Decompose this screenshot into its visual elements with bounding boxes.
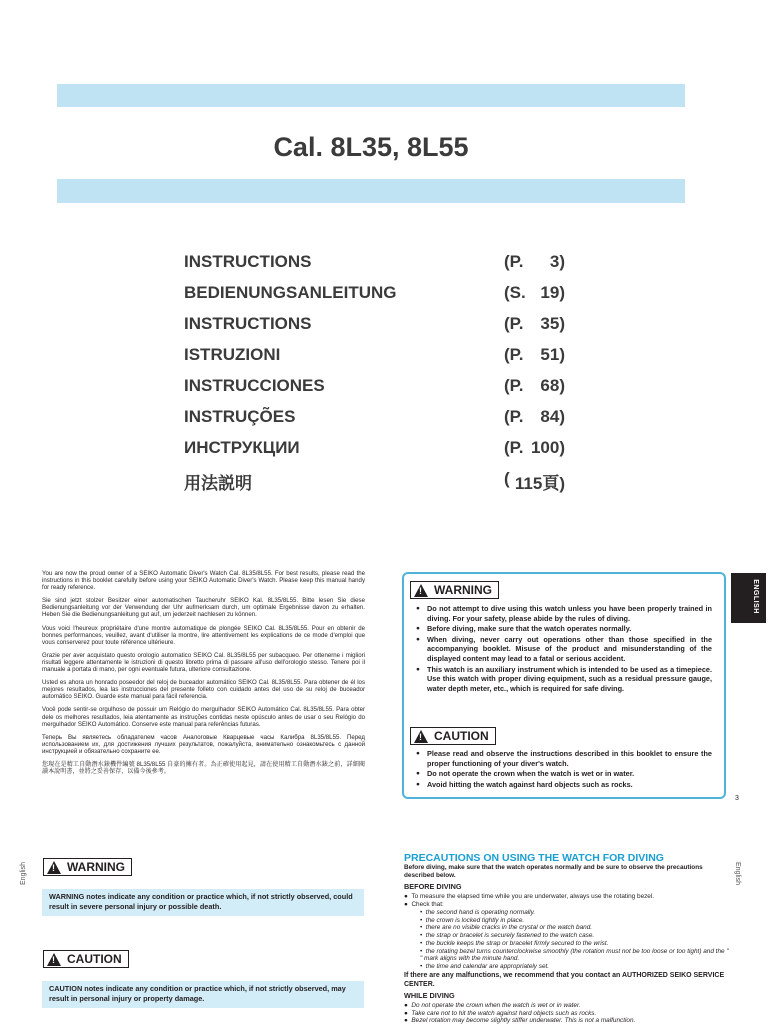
before-item-text: To measure the elapsed time while you are underwater, always use the rotating bezel. [411,893,655,900]
toc-item-prefix: (P. [504,376,524,395]
intro-paragraph-fr: Vous voici l'heureux propriétaire d'une montre automatique de plongée SEIKO Cal. 8L35/8L55. Pour en obtenir de bonnes performances, veuillez, avant d'utiliser la montre, lire attentivement les explications de ce mode d'emploi que vous conserverez pour toute référence ultérieure. [42,624,365,646]
cover-band-bottom [57,179,685,203]
toc-item-label: ИНСТРУКЦИИ [184,438,300,457]
intro-paragraph-pt: Você pode sentir-se orgulhoso de possuir um Relógio do mergulhador SEIKO Automático Cal. 8L35/8L55. Para obter dele os melhores resultados, leia atentamente as instruções contidas neste opúsculo antes de usar o seu Relógio do mergulhador SEIKO Automático. Conserve este manual para referências futuras. [42,706,365,728]
list-item: ● Do not operate the crown when the watch is wet or in water. [416,769,712,779]
list-item: • the rotating bezel turns counterclockwise smoothly (the rotation must not be too loose or too tight) and the " " mark aligns with the minute hand. [420,947,729,963]
toc-item-page: 100) [530,438,565,457]
toc-item[interactable] [184,376,569,407]
list-item: • there are no visible cracks in the crystal or the watch band. [420,924,593,932]
table-of-contents [184,252,569,500]
intro-paragraph-es: Usted es ahora un honrado poseedor del reloj de buceador automático SEIKO Cal. 8L35/8L55. Para obtener de él los mejores resultados, lea las instrucciones del presente folleto con cuidado antes del uso de su reloj de buceador automático SEIKO. Guarde este manual para fácil referencia. [42,679,365,701]
precautions-title: PRECAUTIONS ON USING THE WATCH FOR DIVING [404,852,664,864]
list-item: ● This watch is an auxiliary instrument which is intended to be used as a timepiece. Use this watch with proper diving equipment, such as a residual pressure gauge, water depth meter, etc., which is required for safe diving. [416,665,712,694]
toc-item-page: 19) [540,283,565,302]
before-item-2 [404,901,729,909]
toc-item-page: 51) [540,345,565,364]
warning-heading [410,581,499,599]
caution-heading-text: CAUTION [434,729,489,743]
before-item-1 [404,893,729,901]
intro-paragraph-en: You are now the proud owner of a SEIKO Automatic Diver's Watch Cal. 8L35/8L55. For best results, please read the instructions in this booklet carefully before using your SEIKO Automatic Diver's Watch. Please keep this manual handy for ready reference. [42,570,365,592]
caution-note-text: CAUTION notes indicate any condition or practice which, if not strictly observed, may result in personal injury or property damage. [42,981,364,1008]
list-item: • the time and calendar are appropriately set. [420,962,550,970]
list-item: • the buckle keeps the strap or bracelet firmly secured to the wrist. [420,939,609,947]
side-label-left: English [19,862,27,885]
toc-item-prefix: (P. [504,407,524,426]
list-item: ● Before diving, make sure that the watch operates normally. [416,624,712,634]
list-item: • the strap or bracelet is securely fastened to the watch case. [420,932,595,940]
toc-item[interactable] [184,438,569,469]
caution-note-heading-text: CAUTION [67,952,122,966]
toc-item-label: 用法説明 [184,474,252,493]
caution-icon: ! [47,953,61,966]
toc-item-prefix: ( [504,469,510,488]
caution-note-heading [43,950,129,968]
list-item: ● Do not attempt to dive using this watch unless you have been properly trained in diving. For your safety, please abide by the rules of diving. [416,604,712,623]
check-list [420,909,730,971]
while-list [404,1002,729,1025]
before-item-text: Check that: [411,901,444,908]
toc-item-page: 68) [540,376,565,395]
intro-paragraph-de: Sie sind jetzt stolzer Besitzer einer automatischen Taucheruhr SEIKO Kal. 8L35/8L55. Bitte lesen Sie diese Bedienungsanleitung vor der Verwendung der Uhr aufmerksam durch, um optimale Ergebnisse davon zu erhalten. Heben Sie die Bedienungsanleitung gut auf, um jederzeit nachlesen zu können. [42,597,365,619]
side-label-right: English [733,862,741,885]
contact-service-center: If there are any malfunctions, we recommend that you contact an AUTHORIZED SEIKO SERVICE CENTER. [404,972,725,988]
safety-box [402,572,726,799]
toc-item-prefix: (P. [504,314,524,333]
intro-paragraph-zh: 您現在是精工自動潛水錶機件編號 8L35/8L55 自豪的擁有者。為正確使用起見，請在使用精工自動潛水錶之前，詳細閱讀本說明書，並將之妥善保存，以備今後參考。 [42,760,365,776]
toc-item-label: INSTRUCCIONES [184,376,325,395]
warning-heading-text: WARNING [434,583,492,597]
caution-icon: ! [414,730,428,743]
toc-item[interactable] [184,469,569,500]
toc-item-label: INSTRUCTIONS [184,314,312,333]
list-item: ● Please read and observe the instructions described in this booklet to ensure the proper functioning of your diver's watch. [416,749,712,768]
warning-icon: ! [47,861,61,874]
language-tab-label: ENGLISH [751,579,759,614]
intro-paragraph-it: Grazie per aver acquistato questo orologio automatico SEIKO Cal. 8L35/8L55 per subacqueo. Per ottenerne i migliori risultati leggere attentamente le istruzioni di questo libretto prima di passare all'uso dell'orologio stesso. Tenere poi il manuale a portata di mano, per ogni eventuale futura, ulteriore consultazione. [42,651,365,674]
while-diving-heading: WHILE DIVING [404,991,455,1000]
list-item: ● Bezel rotation may become slightly stiffer underwater. This is not a malfunction. [404,1017,636,1025]
toc-item-prefix: (P. [504,345,524,364]
toc-item[interactable] [184,345,569,376]
page-number: 3 [735,795,739,802]
intro-paragraph-ru: Теперь Вы являетесь обладателем часов Аналоговые Кварцевые часы Калибра 8L35/8L55. Перед использованием их, для достижения лучших результатов, пожалуйста, внимательно ознакомьтесь с данной инструкцией и обязательно сохраните ее. [42,733,365,755]
caution-heading [410,727,496,745]
list-item: • the crown is locked tightly in place. [420,916,525,924]
list-item: ● Do not operate the crown when the watch is wet or in water. [404,1002,581,1009]
toc-item[interactable] [184,283,569,314]
before-diving-heading: BEFORE DIVING [404,882,462,891]
intro-text [42,570,365,781]
toc-item-prefix: (P. [504,252,524,271]
list-item: ● Take care not to hit the watch against hard objects such as rocks. [404,1009,597,1017]
list-item: • the second hand is operating normally. [420,909,536,916]
toc-item-prefix: (P. [504,438,524,457]
toc-item[interactable] [184,314,569,345]
warning-note-text: WARNING notes indicate any condition or practice which, if not strictly observed, could result in severe personal injury or possible death. [42,889,364,916]
toc-item-prefix: (S. [504,283,526,302]
list-item: ● When diving, never carry out operations other than those specified in the accompanying booklet. Misuse of the product and misunderstanding of the displayed content may lead to a fatal or serious accident. [416,635,712,664]
bullet-icon: ● [404,901,408,908]
caution-list [416,749,712,790]
warning-note-heading [43,858,132,876]
toc-item-label: INSTRUÇÕES [184,407,296,426]
list-item: ● Avoid hitting the watch against hard objects such as rocks. [416,780,712,790]
toc-item-label: ISTRUZIONI [184,345,281,364]
cover-band-top [57,84,685,107]
bullet-icon: ● [404,893,408,900]
toc-item-page: 84) [540,407,565,426]
precautions-intro: Before diving, make sure that the watch operates normally and be sure to observe the precautions described below. [404,864,703,879]
toc-item[interactable] [184,252,569,283]
toc-item[interactable] [184,407,569,438]
toc-item-page: 35) [540,314,565,333]
warning-icon: ! [414,584,428,597]
language-tab[interactable] [731,573,766,623]
toc-item-label: BEDIENUNGSANLEITUNG [184,283,397,302]
warning-note-heading-text: WARNING [67,860,125,874]
manual-title: Cal. 8L35, 8L55 [273,132,469,162]
toc-item-page: 3) [549,252,565,271]
warning-list [416,604,712,694]
toc-item-label: INSTRUCTIONS [184,252,312,271]
toc-item-page: 115頁) [514,474,565,493]
